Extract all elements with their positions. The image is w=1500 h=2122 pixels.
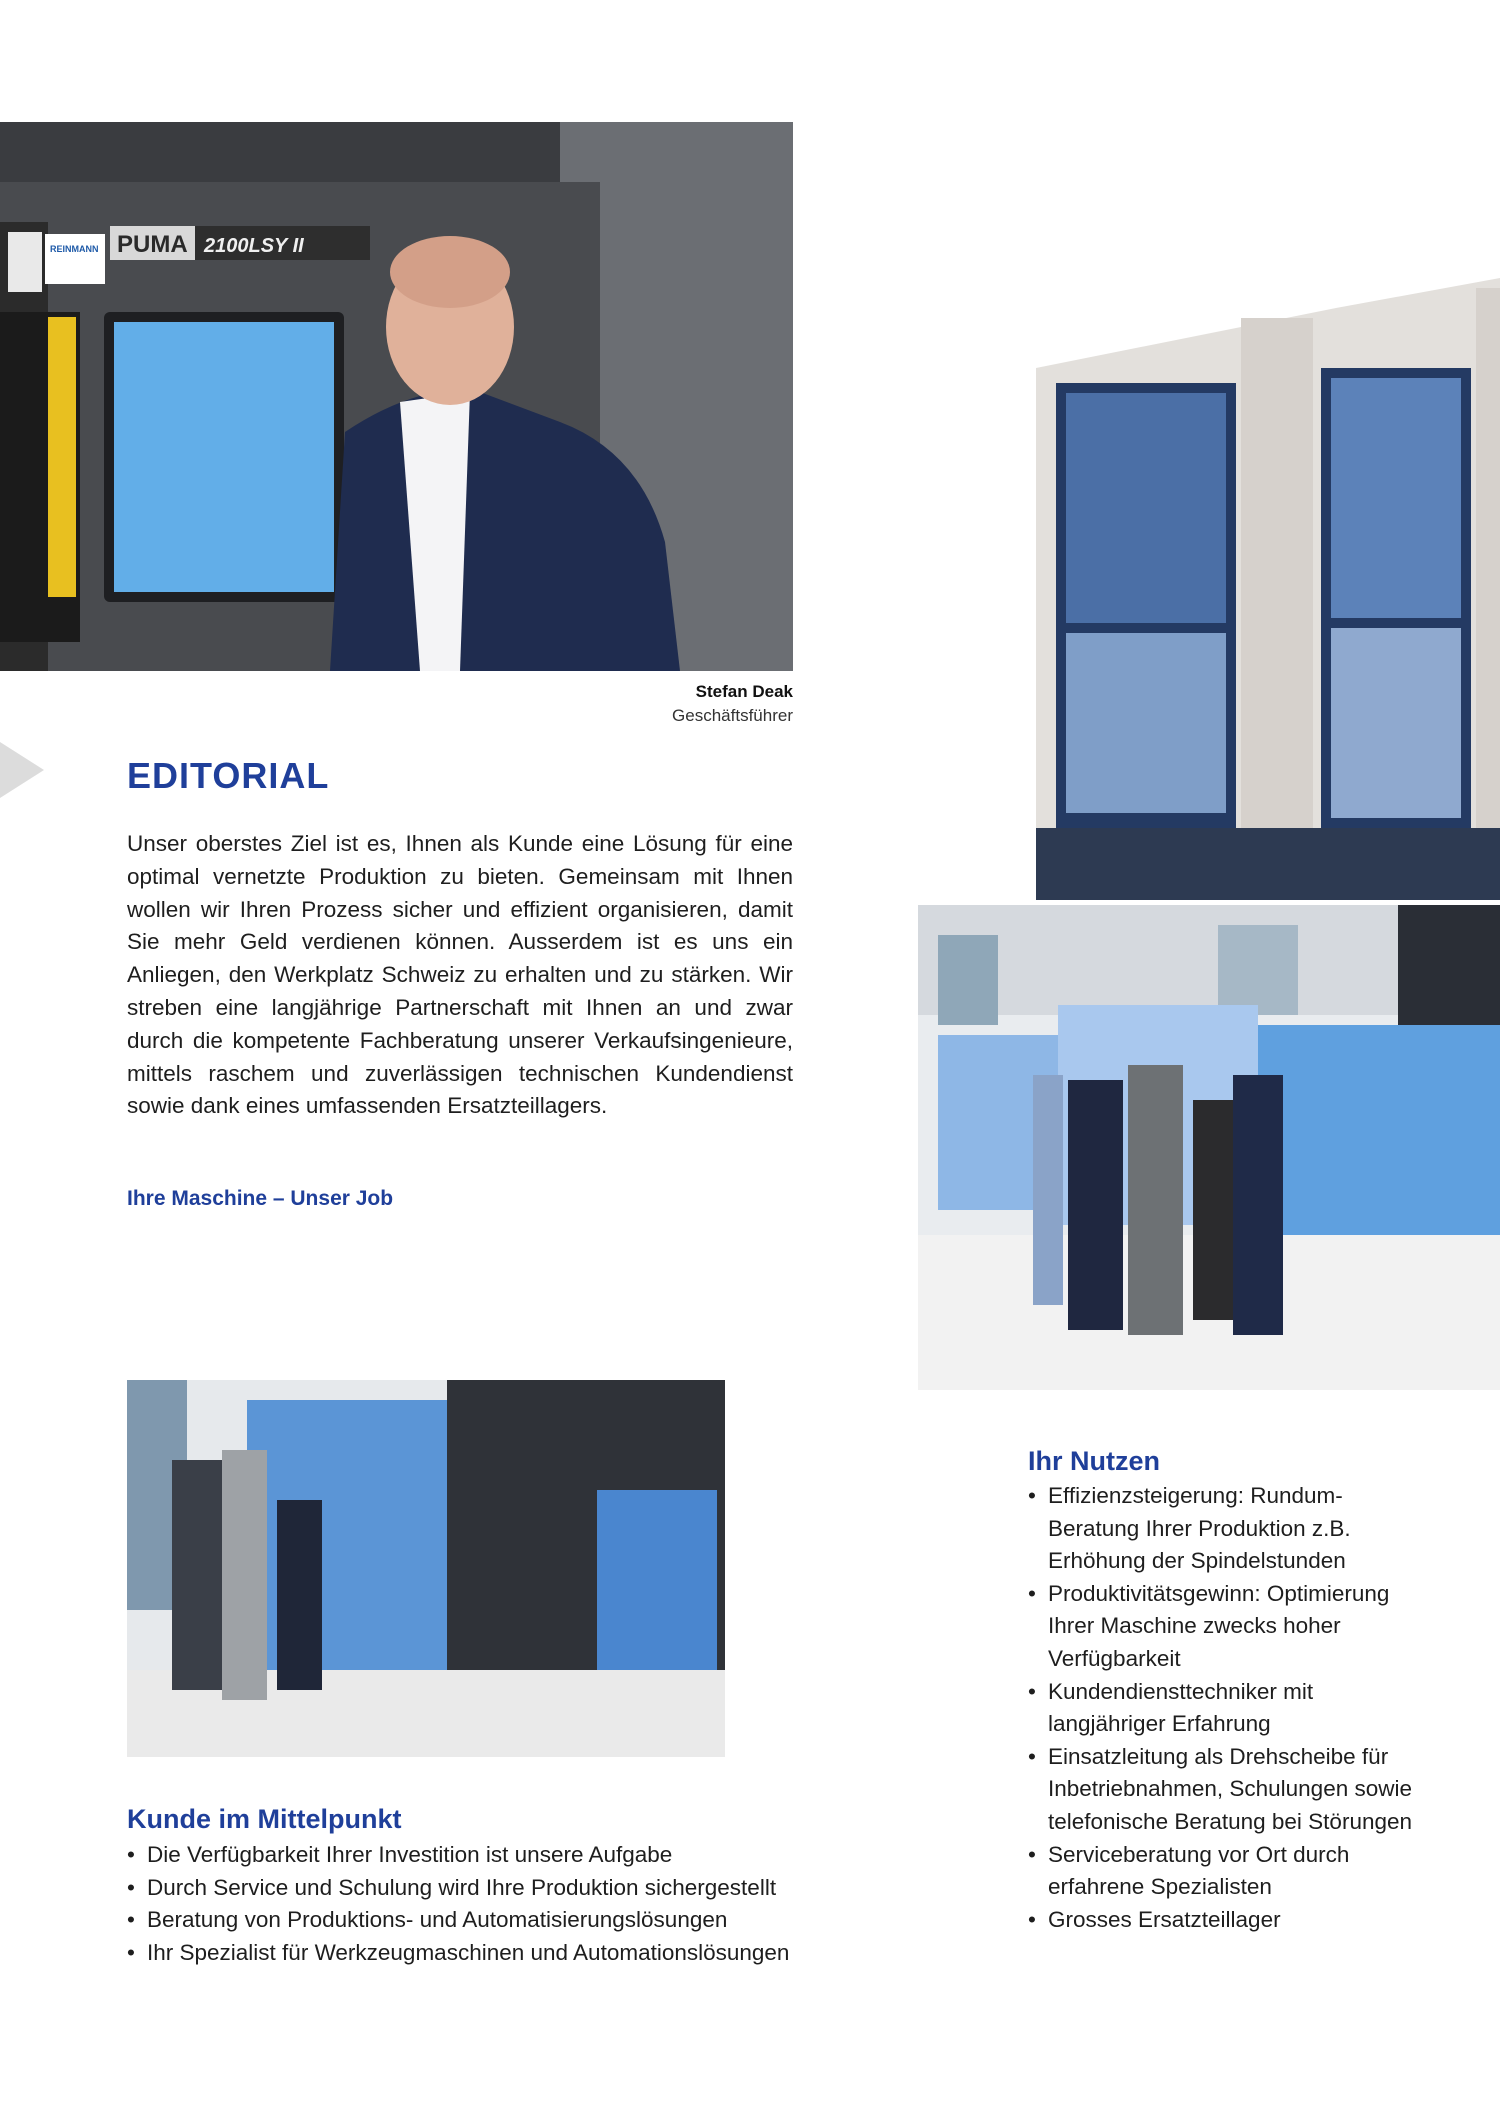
building-photo [1036,118,1500,900]
list-item: • Serviceberatung vor Ort durch erfahrene Spezialisten [1028,1839,1428,1904]
showroom-photo-right [918,905,1500,1390]
editorial-slogan: Ihre Maschine – Unser Job [127,1187,394,1210]
nutzen-title: Ihr Nutzen [1028,1446,1160,1476]
editorial-heading: EDITORIAL [127,755,330,796]
list-item: • Produktivitätsgewinn: Optimierung Ihrer Maschine zwecks hoher Verfügbarkeit [1028,1578,1428,1676]
list-item: • Grosses Ersatzteillager [1028,1904,1428,1937]
dealer-logo-text: REINMANN [50,244,99,254]
showroom-photo-left [127,1380,725,1757]
caption-name: Stefan Deak [695,682,793,701]
kunde-list [127,1839,877,1969]
list-item: • Einsatzleitung als Drehscheibe für Inbetriebnahmen, Schulungen sowie telefonische Beratung bei Störungen [1028,1741,1428,1839]
machine-model-text: 2100LSY II [204,235,304,257]
kunde-title: Kunde im Mittelpunkt [127,1804,402,1834]
list-item: • Die Verfügbarkeit Ihrer Investition ist unsere Aufgabe [127,1839,877,1872]
machine-brand-text: PUMA [117,231,188,258]
nutzen-list [1028,1480,1428,1936]
list-item: • Effizienzsteigerung: Rundum-Beratung Ihrer Produktion z.B. Erhöhung der Spindelstunden [1028,1480,1428,1578]
editorial-body: Unser oberstes Ziel ist es, Ihnen als Kunde eine Lösung für eine optimal vernetzte Produktion zu bieten. Gemeinsam mit Ihnen wollen wir Ihren Prozess sicher und effizient organisieren, damit Sie mehr Geld verdienen können. Ausserdem ist es uns ein Anliegen, den Werkplatz Schweiz zu erhalten und zu stärken. Wir streben eine langjährige Partnerschaft mit Ihnen an und zwar durch die kompetente Fachberatung unserer Verkaufsingenieure, mittels raschem und zuverlässigen technischen Kundendienst sowie dank eines umfassenden Ersatzteillagers. [127,831,793,1119]
caption-role: Geschäftsführer [672,706,793,725]
list-item: • Ihr Spezialist für Werkzeugmaschinen und Automationslösungen [127,1937,877,1970]
section-arrow [0,742,44,798]
portrait-photo [0,122,793,671]
list-item: • Kundendiensttechniker mit langjähriger Erfahrung [1028,1676,1428,1741]
list-item: • Durch Service und Schulung wird Ihre Produktion sichergestellt [127,1872,877,1905]
list-item: • Beratung von Produktions- und Automatisierungslösungen [127,1904,877,1937]
